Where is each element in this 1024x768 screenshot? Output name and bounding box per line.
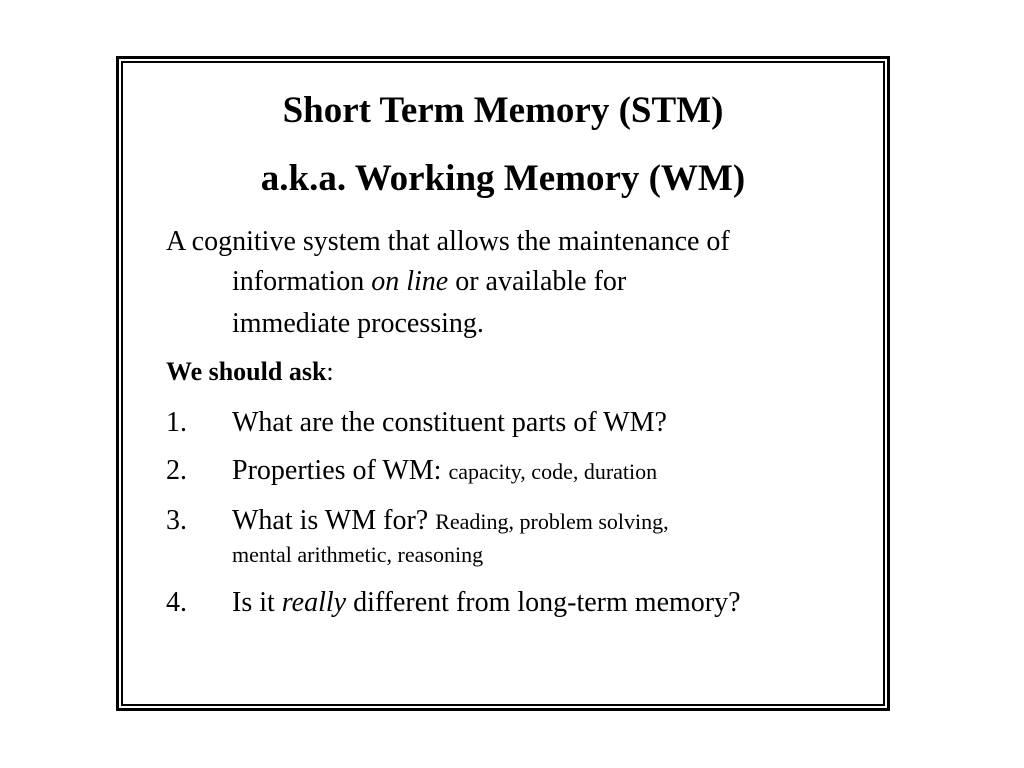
ask-label: We should ask bbox=[166, 357, 327, 386]
question-number-1: 1. bbox=[166, 407, 187, 438]
question-1: What are the constituent parts of WM? bbox=[232, 407, 667, 438]
question-number-2: 2. bbox=[166, 455, 187, 486]
slide-title-line1: Short Term Memory (STM) bbox=[282, 90, 724, 131]
definition-line2-pre: information bbox=[232, 266, 372, 297]
question-3-detail-line2: mental arithmetic, reasoning bbox=[232, 542, 484, 567]
question-2 bbox=[232, 451, 657, 492]
definition-line1: A cognitive system that allows the maintenance of bbox=[166, 226, 730, 257]
question-4 bbox=[232, 583, 741, 623]
definition-line3: immediate processing. bbox=[232, 308, 484, 339]
slide-title-line2: a.k.a. Working Memory (WM) bbox=[260, 158, 746, 199]
ask-heading bbox=[166, 352, 334, 392]
question-3-text: What is WM for? bbox=[232, 505, 436, 536]
question-3 bbox=[232, 501, 669, 542]
ask-colon: : bbox=[326, 357, 334, 386]
question-4-emphasis: really bbox=[281, 587, 347, 618]
question-4-pre: Is it bbox=[232, 587, 282, 618]
definition-emphasis: on line bbox=[371, 266, 449, 297]
question-2-text: Properties of WM: bbox=[232, 455, 449, 486]
definition-line2-post: or available for bbox=[448, 266, 627, 297]
question-2-detail: capacity, code, duration bbox=[448, 459, 658, 484]
question-number-3: 3. bbox=[166, 505, 187, 536]
question-4-post: different from long-term memory? bbox=[346, 587, 741, 618]
question-3-detail: Reading, problem solving, bbox=[435, 509, 669, 534]
question-number-4: 4. bbox=[166, 587, 187, 618]
definition-line2 bbox=[232, 262, 626, 302]
